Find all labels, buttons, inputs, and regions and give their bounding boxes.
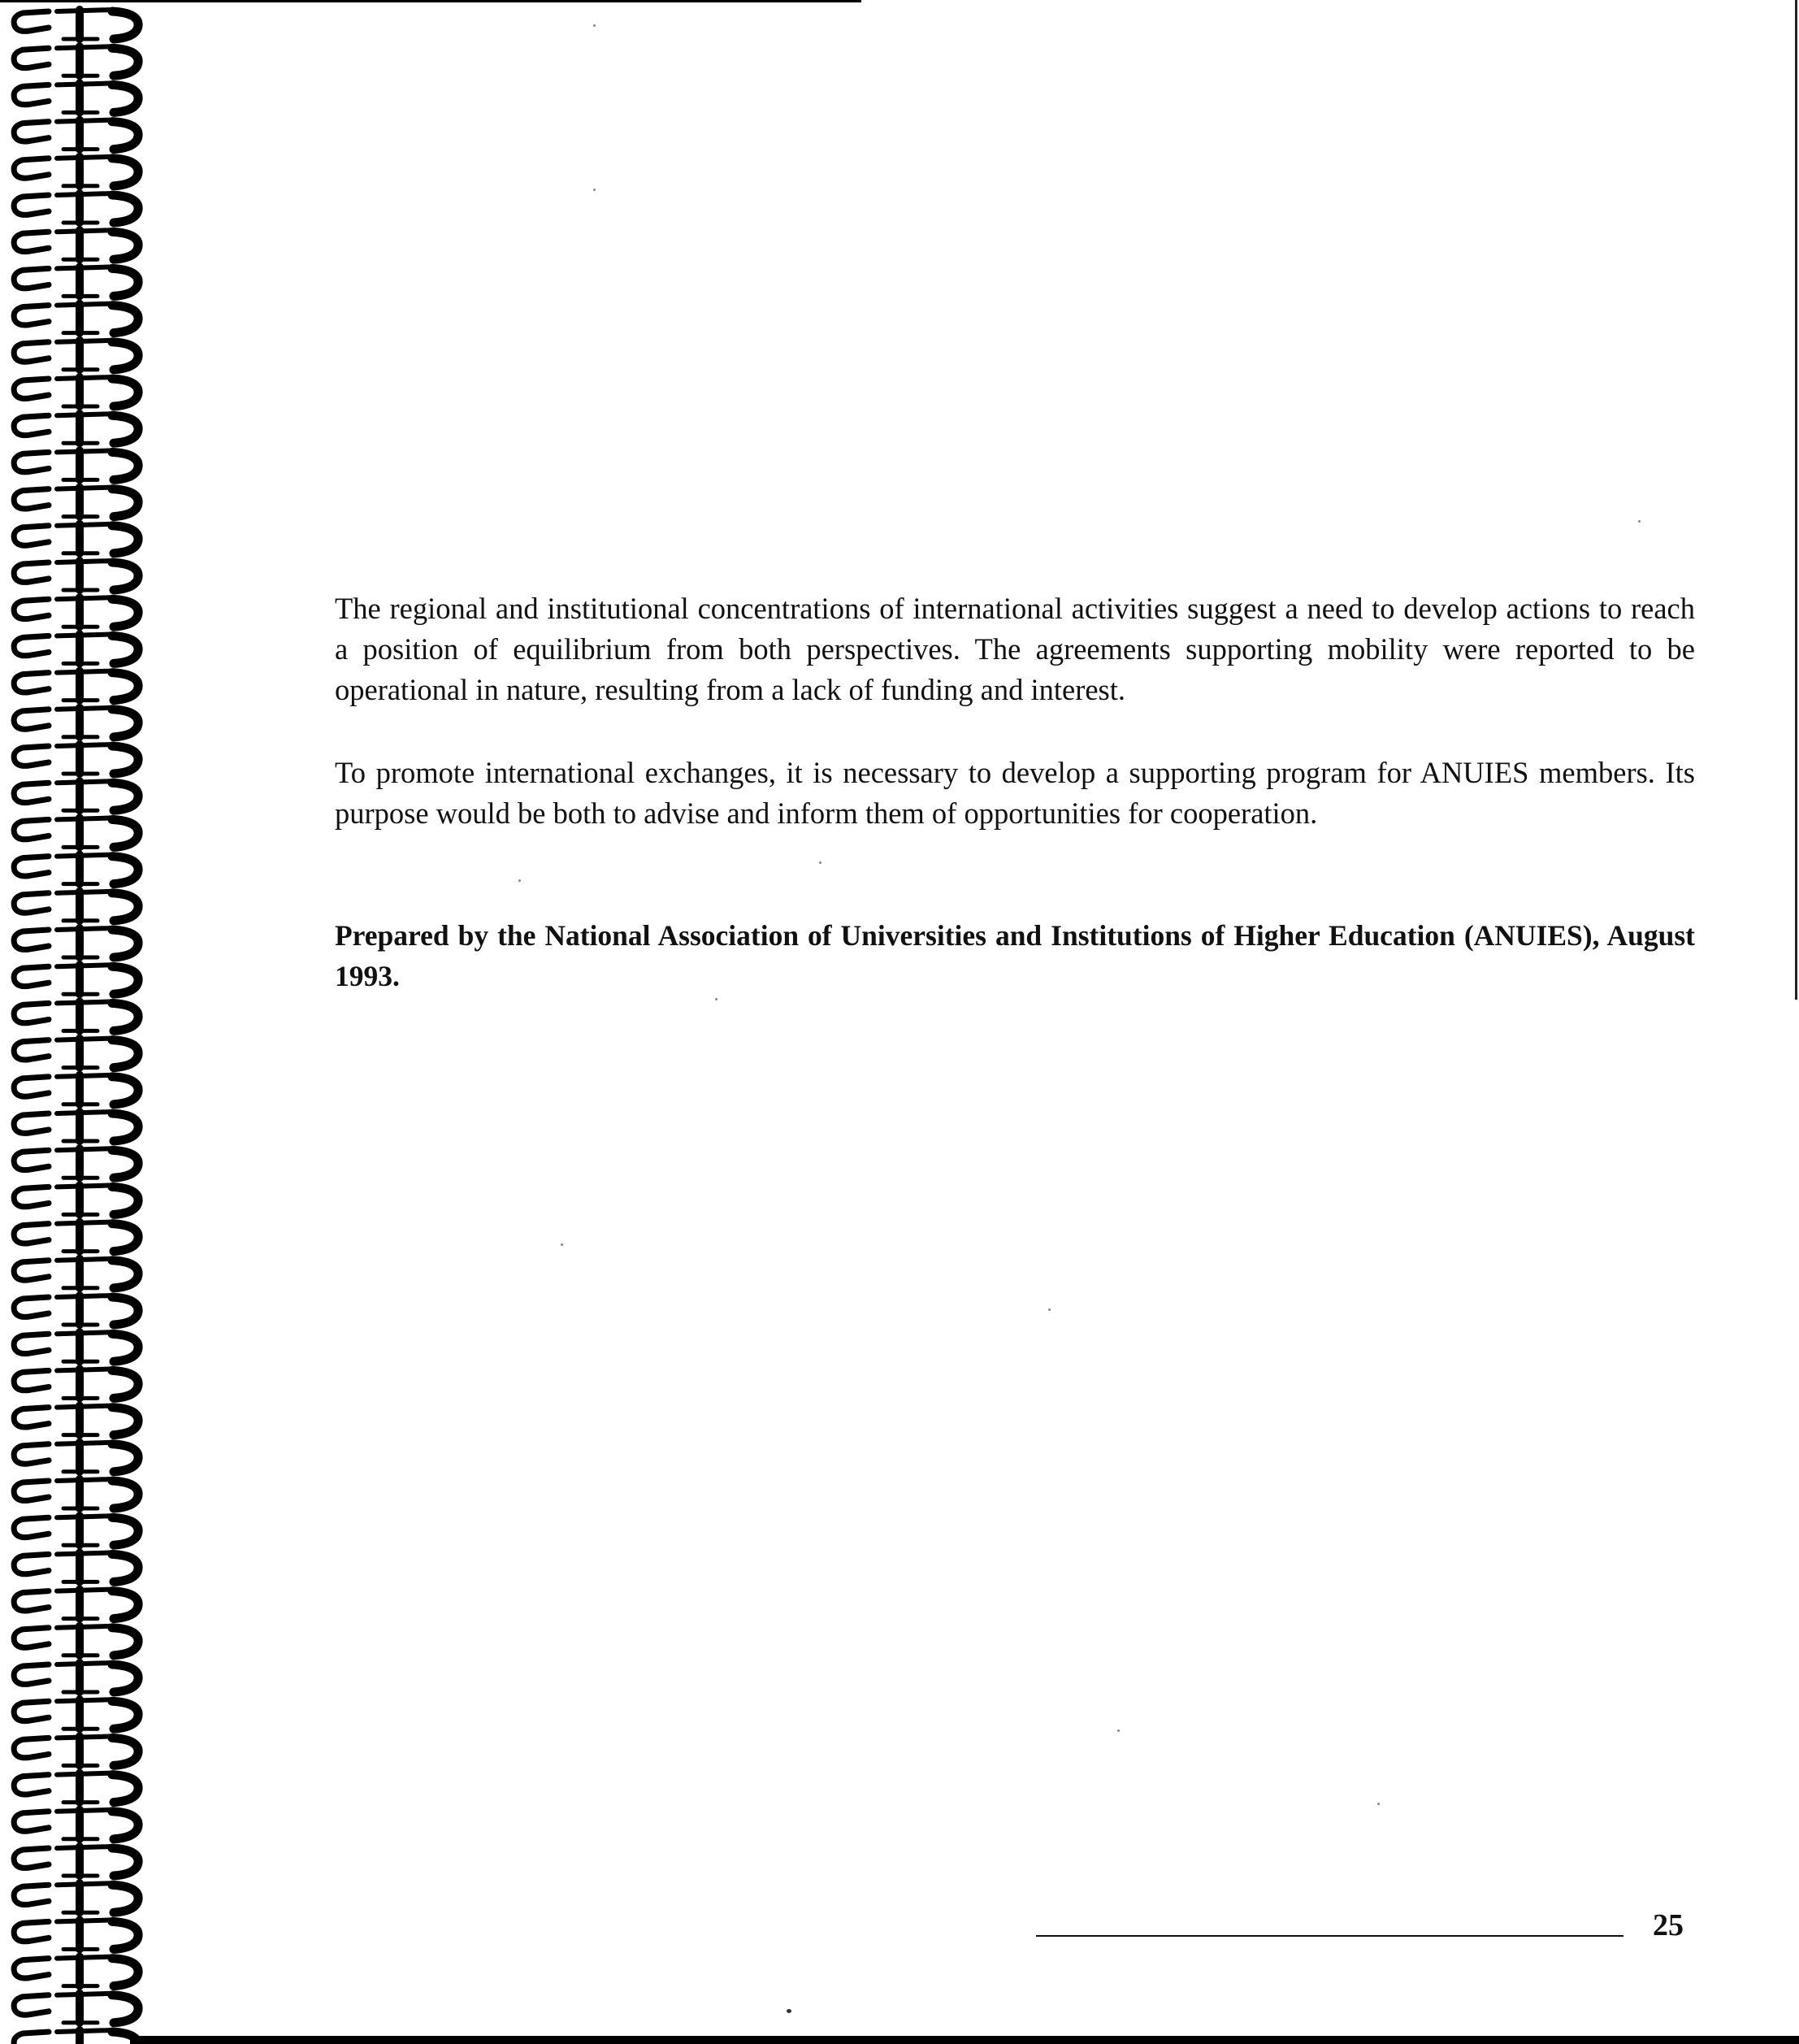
binding-coil: [14, 1847, 138, 1876]
binding-coil: [14, 1259, 138, 1288]
binding-coil: [14, 83, 138, 112]
binding-coil: [14, 928, 138, 957]
binding-coil: [14, 561, 138, 590]
binding-coil: [14, 671, 138, 701]
binding-coil: [14, 1920, 138, 1949]
page-number: 25: [1653, 1908, 1684, 1942]
scan-speck: [1377, 1803, 1380, 1805]
binding-coil: [14, 1994, 138, 2023]
binding-coil: [14, 1148, 138, 1178]
binding-coil: [14, 1112, 138, 1141]
binding-coil: [14, 634, 138, 663]
binding-coil: [14, 341, 138, 370]
scan-speck: [518, 879, 521, 882]
binding-coil: [14, 1332, 138, 1361]
binding-coil: [14, 1039, 138, 1068]
binding-coil: [14, 1001, 138, 1031]
binding-coil: [14, 1663, 138, 1692]
scan-speck: [715, 998, 717, 1000]
binding-coil: [14, 892, 138, 921]
binding-coil: [14, 524, 138, 553]
binding-coil: [14, 193, 138, 223]
binding-coil: [14, 1369, 138, 1398]
binding-coil: [14, 1699, 138, 1729]
binding-coil: [14, 597, 138, 627]
binding-coil: [14, 1222, 138, 1252]
binding-coil: [14, 1590, 138, 1619]
page-bottom-edge: [130, 2036, 1799, 2044]
binding-coil: [14, 120, 138, 150]
binding-coil: [14, 1185, 138, 1214]
body-paragraph-2: To promote international exchanges, it is necessary to develop a supporting program for ANUIES members. Its purpose would be both to advise and inform them of opportunities for cooperation.: [335, 756, 1695, 830]
binding-coil: [14, 818, 138, 847]
binding-coil: [14, 46, 138, 76]
scan-speck: [1117, 1729, 1120, 1732]
binding-coil: [14, 1443, 138, 1472]
binding-coil: [14, 708, 138, 737]
scan-speck: [593, 189, 596, 191]
binding-coil: [14, 230, 138, 259]
scan-speck: [593, 24, 596, 27]
scan-speck: [787, 2009, 791, 2013]
binding-coil: [14, 1626, 138, 1656]
binding-coil: [14, 414, 138, 443]
binding-coil: [14, 1552, 138, 1582]
binding-coil: [14, 1773, 138, 1803]
binding-coil: [14, 1883, 138, 1912]
spiral-binding: [0, 0, 163, 2044]
binding-coil: [14, 1479, 138, 1508]
binding-coil: [14, 1406, 138, 1435]
binding-coil: [14, 855, 138, 884]
binding-coil: [14, 965, 138, 994]
binding-coil: [14, 1736, 138, 1765]
binding-coil: [14, 377, 138, 406]
binding-coil: [14, 744, 138, 774]
binding-coil: [14, 157, 138, 186]
binding-coil: [14, 10, 138, 39]
footer-rule: [1036, 1935, 1623, 1937]
binding-coil: [14, 1295, 138, 1325]
binding-coil: [14, 781, 138, 810]
scan-speck: [1048, 1308, 1051, 1311]
scan-speck: [561, 1243, 563, 1246]
binding-coil: [14, 304, 138, 333]
body-paragraph-1: The regional and institutional concentrations of international activities suggest a need to develop actions to reach a position of equilibrium from both perspectives. The agreements supporting mobility were reported to be operational in nature, resulting from a lack of funding and interest.: [335, 592, 1695, 706]
binding-coil: [14, 2030, 138, 2044]
page-right-edge: [1795, 0, 1799, 1000]
scan-speck: [1638, 520, 1641, 523]
attribution-statement: Prepared by the National Association of Universities and Institutions of Higher Education (ANUIES), August 1993.: [335, 919, 1695, 992]
binding-coil: [14, 1516, 138, 1545]
binding-coil: [14, 488, 138, 517]
binding-coil: [14, 267, 138, 296]
scan-speck: [819, 861, 821, 864]
binding-coil: [14, 1957, 138, 1986]
binding-coil: [14, 1075, 138, 1104]
binding-coil: [14, 450, 138, 480]
binding-coil: [14, 1810, 138, 1839]
